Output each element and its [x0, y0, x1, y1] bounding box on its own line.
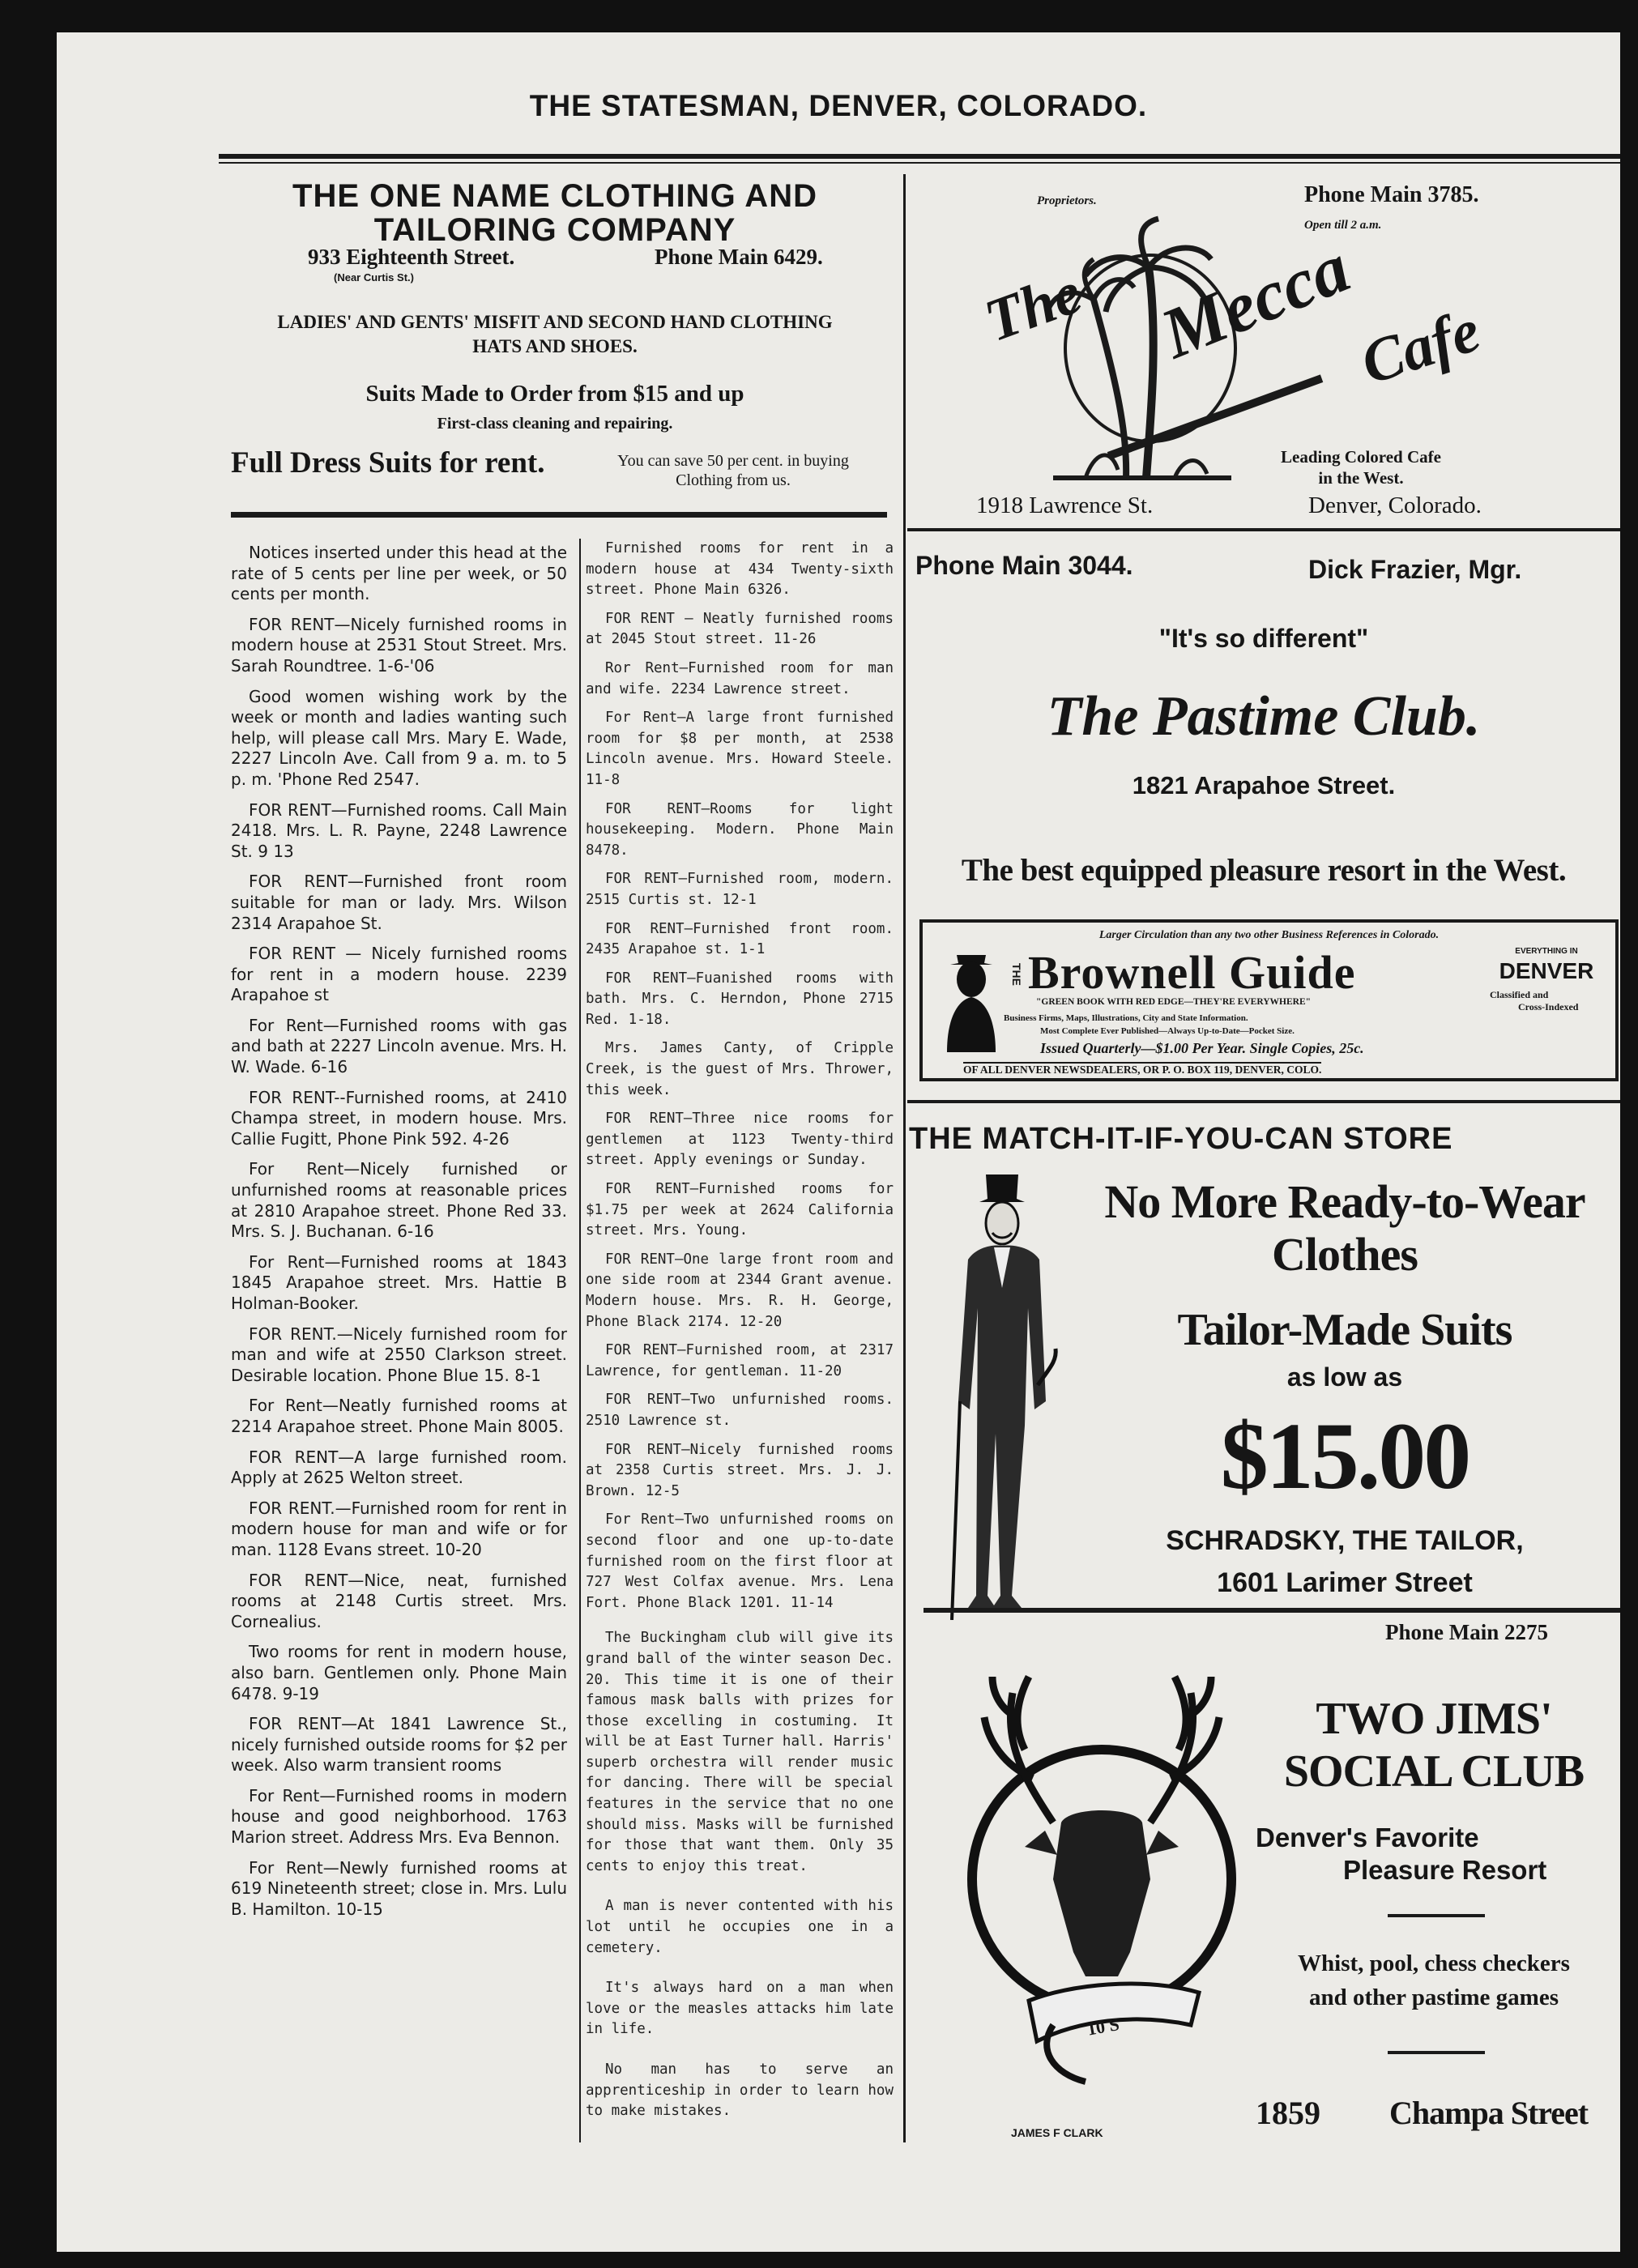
- two-jims-title1: TWO JIMS': [1316, 1694, 1552, 1744]
- pastime-phone: Phone Main 3044.: [915, 551, 1133, 580]
- brownell-of-all: OF ALL DENVER NEWSDEALERS, OR P. O. BOX 119, DENVER, COLO.: [963, 1064, 1322, 1076]
- match-rule: [924, 1608, 1620, 1613]
- mecca-leading-2: in the West.: [1318, 468, 1404, 488]
- match-address: 1601 Larimer Street: [1217, 1567, 1473, 1598]
- pastime-name: The Pastime Club.: [1047, 685, 1481, 748]
- notice-1-4: FOR RENT—Furnished rooms. Call Main 2418. Mrs. L. R. Payne, 2248 Lawrence St. 9 13: [231, 799, 567, 861]
- brownell-issued: Issued Quarterly—$1.00 Per Year. Single Copies, 25c.: [1040, 1040, 1364, 1056]
- one-name-desc-2: HATS AND SHOES.: [472, 336, 638, 356]
- notice-1-18: For Rent—Furnished rooms in modern house and good neighborhood. 1763 Marion street. Address Mrs. Eva Bennon.: [231, 1785, 567, 1848]
- silhouette-icon: [939, 947, 1000, 1052]
- one-name-save-2: Clothing from us.: [676, 471, 791, 489]
- match-line3: Tailor-Made Suits: [1177, 1305, 1512, 1355]
- mecca-address: 1918 Lawrence St.: [976, 492, 1154, 518]
- notice-2-14: FOR RENT—Two unfurnished rooms. 2510 Lawrence st.: [586, 1392, 894, 1429]
- brownell-name: Brownell Guide: [1028, 946, 1356, 999]
- match-line2: Clothes: [1272, 1228, 1418, 1281]
- notice-1-9: For Rent—Nicely furnished or unfurnished rooms at reasonable prices at 2810 Arapahoe street. Phone Red 33. Mrs. S. J. Buchanan. 6-16: [231, 1159, 567, 1242]
- brownell-rule: [907, 1100, 1620, 1103]
- mecca-logo-cafe: Cafe: [1353, 296, 1488, 398]
- mecca-logo-the: The: [976, 259, 1090, 355]
- notice-1-12: For Rent—Neatly furnished rooms at 2214 Arapahoe street. Phone Main 8005.: [231, 1396, 567, 1436]
- brownell-classified: Classified and: [1490, 989, 1549, 1000]
- match-line1: No More Ready-to-Wear: [1104, 1175, 1585, 1228]
- two-jims-number: 1859: [1256, 2095, 1320, 2131]
- notice-1-11: FOR RENT.—Nicely furnished room for man and wife at 2550 Clarkson street. Desirable location. Phone Blue 15. 8-1: [231, 1324, 567, 1385]
- notice-1-10: For Rent—Furnished rooms at 1843 1845 Arapahoe street. Mrs. Hattie B Holman-Booker.: [231, 1251, 567, 1313]
- notice-2-9: Mrs. James Canty, of Cripple Creek, is the guest of Mrs. Thrower, this week.: [586, 1040, 894, 1098]
- notice-1-14: FOR RENT.—Furnished room for rent in modern house for man and wife or for man. 1128 Evans street. 10-20: [231, 1498, 567, 1559]
- brownell-cross: Cross-Indexed: [1518, 1001, 1579, 1013]
- mecca-rule: [907, 528, 1620, 531]
- notice-1-19: For Rent—Newly furnished rooms at 619 Nineteenth street; close in. Mrs. Lulu B. Hamilton. 10-15: [231, 1857, 567, 1919]
- masthead: THE STATESMAN, DENVER, COLORADO.: [529, 89, 1148, 122]
- two-jims-rule-2: [1388, 2051, 1485, 2054]
- notice-1-13: FOR RENT—A large furnished room. Apply at 2625 Welton street.: [231, 1447, 567, 1488]
- newspaper-page: [57, 32, 1620, 2252]
- notice-1-1: Notices inserted under this head at the rate of 5 cents per line per week, or 50 cents per month.: [231, 543, 567, 604]
- two-jims-games1: Whist, pool, chess checkers: [1298, 1950, 1570, 1976]
- brownell-green-book: "GREEN BOOK WITH RED EDGE—THEY'RE EVERYWHERE": [1036, 997, 1312, 1007]
- one-name-suits: Suits Made to Order from $15 and up: [365, 381, 744, 407]
- mecca-phone: Phone Main 3785.: [1304, 182, 1479, 207]
- one-name-desc-1: LADIES' AND GENTS' MISFIT AND SECOND HAND CLOTHING: [277, 312, 833, 332]
- notice-2-4: For Rent—A large front furnished room for $8 per month, at 2538 Lincoln avenue. Mrs. Howard Steele. 11-8: [586, 710, 894, 788]
- notice-2-5: FOR RENT—Rooms for light housekeeping. Modern. Phone Main 8478.: [586, 800, 894, 859]
- one-name-rule: [231, 512, 887, 518]
- brownell-the: THE: [1010, 963, 1023, 986]
- mecca-open: Open till 2 a.m.: [1304, 219, 1382, 232]
- match-title: THE MATCH-IT-IF-YOU-CAN STORE: [909, 1122, 1453, 1156]
- notice-2-10: FOR RENT—Three nice rooms for gentlemen at 1123 Twenty-third street. Apply evenings or Sunday.: [586, 1111, 894, 1169]
- match-line4: as low as: [1286, 1362, 1403, 1392]
- two-jims-title2: SOCIAL CLUB: [1283, 1746, 1585, 1797]
- two-jims-phone: Phone Main 2275: [1385, 1620, 1549, 1644]
- notices-column-2: [569, 539, 894, 2130]
- notice-1-7: For Rent—Furnished rooms with gas and bath at 2227 Lincoln avenue. Mrs. H. W. Wade. 6-16: [231, 1015, 567, 1077]
- notice-2-19: It's always hard on a man when love or the measles attacks him late in life.: [586, 1980, 894, 2038]
- one-name-save-1: You can save 50 per cent. in buying: [617, 452, 849, 470]
- one-name-phone: Phone Main 6429.: [655, 245, 823, 269]
- notice-1-3: Good women wishing work by the week or month and ladies wanting such help, will please call Mrs. Mary E. Wade, 2227 Lincoln Ave. Call from 9 a. m. to 5 p. m. 'Phone Red 2547.: [231, 686, 567, 789]
- right-section-divider: [903, 174, 906, 2142]
- notice-1-2: FOR RENT—Nicely furnished rooms in modern house at 2531 Stout Street. Mrs. Sarah Roundtree. 1-6-'06: [231, 614, 567, 676]
- notice-1-15: FOR RENT—Nice, neat, furnished rooms at 2148 Curtis street. Mrs. Cornealius.: [231, 1570, 567, 1631]
- notice-1-8: FOR RENT--Furnished rooms, at 2410 Champa street, in modern house. Mrs. Callie Fugitt, Phone Pink 592. 4-26: [231, 1087, 567, 1149]
- two-jims-street: Champa Street: [1389, 2095, 1589, 2131]
- notice-1-16: Two rooms for rent in modern house, also barn. Gentlemen only. Phone Main 6478. 9-19: [231, 1642, 567, 1703]
- one-name-title-2: TAILORING COMPANY: [373, 212, 736, 248]
- one-name-address-note: (Near Curtis St.): [334, 271, 414, 284]
- pastime-address: 1821 Arapahoe Street.: [1132, 771, 1396, 799]
- mecca-leading-1: Leading Colored Cafe: [1281, 447, 1441, 467]
- mecca-proprietors: Proprietors.: [1037, 194, 1097, 207]
- notice-1-17: FOR RENT—At 1841 Lawrence St., nicely furnished outside rooms for $2 per week. Also warm transient rooms: [231, 1714, 567, 1776]
- notice-2-7: FOR RENT—Furnished front room. 2435 Arapahoe st. 1-1: [586, 920, 894, 958]
- notice-2-6: FOR RENT—Furnished room, modern. 2515 Curtis st. 12-1: [586, 871, 894, 908]
- two-jims-banner: 10 S: [1086, 2014, 1121, 2040]
- two-jims-fav2: Pleasure Resort: [1343, 1855, 1547, 1885]
- notice-2-11: FOR RENT—Furnished rooms for $1.75 per week at 2624 California street. Mrs. Young.: [586, 1181, 894, 1239]
- mecca-logo-mecca: Mecca: [1150, 228, 1361, 374]
- tailor-gentleman-icon: [944, 1166, 1065, 1620]
- pastime-slogan: "It's so different": [1158, 624, 1369, 653]
- pastime-tagline: The best equipped pleasure resort in the West.: [961, 853, 1567, 888]
- pastime-manager: Dick Frazier, Mgr.: [1308, 555, 1522, 584]
- notice-2-1: Furnished rooms for rent in a modern house at 434 Twenty-sixth street. Phone Main 6326.: [586, 540, 894, 599]
- notice-2-15: FOR RENT—Nicely furnished rooms at 2358 Curtis street. Mrs. J. J. Brown. 12-5: [586, 1441, 894, 1499]
- masthead-rule-thin: [219, 162, 1620, 164]
- mecca-city: Denver, Colorado.: [1308, 492, 1482, 518]
- notice-2-18: A man is never contented with his lot until he occupies one in a cemetery.: [586, 1898, 894, 1956]
- notice-2-8: FOR RENT—Fuanished rooms with bath. Mrs. C. Herndon, Phone 2715 Red. 1-18.: [586, 970, 894, 1028]
- notices-column-1: [231, 543, 567, 1929]
- notice-2-3: Ror Rent—Furnished room for man and wife. 2234 Lawrence street.: [586, 659, 894, 697]
- notice-2-13: FOR RENT—Furnished room, at 2317 Lawrence, for gentleman. 11-20: [586, 1342, 894, 1379]
- two-jims-signature: JAMES F CLARK: [1011, 2126, 1103, 2139]
- notice-2-17: The Buckingham club will give its grand ball of the winter season Dec. 20. This time it is one of their famous mask balls with prizes for those excelling in costuming. It will be at East Turner hall. Harris' superb orchestra will render music for dancing. There will be special features in the service that no one should miss. Masks will be furnished for those that want them. Only 35 cents to enjoy this treat.: [586, 1630, 894, 1874]
- one-name-title-1: THE ONE NAME CLOTHING AND: [292, 178, 817, 214]
- notice-1-6: FOR RENT — Nicely furnished rooms for rent in a modern house. 2239 Arapahoe st: [231, 944, 567, 1005]
- two-jims-rule-1: [1388, 1914, 1485, 1917]
- match-tailor: SCHRADSKY, THE TAILOR,: [1166, 1525, 1524, 1556]
- notice-2-12: FOR RENT—One large front room and one side room at 2344 Grant avenue. Modern house. Mrs. R. H. George, Phone Black 2174. 12-20: [586, 1251, 894, 1330]
- brownell-everything: EVERYTHING IN: [1515, 947, 1578, 956]
- notice-2-16: For Rent—Two unfurnished rooms on second floor and one up-to-date furnished room on the first floor at 727 West Colfax avenue. Mrs. Lena Fort. Phone Black 1201. 11-14: [586, 1511, 894, 1611]
- brownell-denver: DENVER: [1499, 958, 1594, 983]
- brownell-top: Larger Circulation than any two other Business References in Colorado.: [1098, 929, 1440, 941]
- brownell-complete: Most Complete Ever Published—Always Up-to-Date—Pocket Size.: [1040, 1026, 1295, 1036]
- one-name-cleaning: First-class cleaning and repairing.: [437, 415, 673, 433]
- two-jims-games2: and other pastime games: [1309, 1985, 1559, 2010]
- brownell-firms: Business Firms, Maps, Illustrations, City and State Information.: [1004, 1013, 1248, 1023]
- brownell-guide-ad: [919, 919, 1619, 1081]
- notice-2-20: No man has to serve an apprenticeship in order to learn how to make mistakes.: [586, 2061, 894, 2120]
- masthead-rule: [219, 154, 1620, 159]
- one-name-full-dress: Full Dress Suits for rent.: [231, 446, 545, 480]
- two-jims-fav1: Denver's Favorite: [1256, 1823, 1479, 1852]
- notice-2-2: FOR RENT — Neatly furnished rooms at 2045 Stout street. 11-26: [586, 610, 894, 648]
- one-name-address: 933 Eighteenth Street.: [308, 245, 515, 269]
- notice-1-5: FOR RENT—Furnished front room suitable for man or lady. Mrs. Wilson 2314 Arapahoe St.: [231, 872, 567, 933]
- match-price: $15.00: [1220, 1403, 1470, 1509]
